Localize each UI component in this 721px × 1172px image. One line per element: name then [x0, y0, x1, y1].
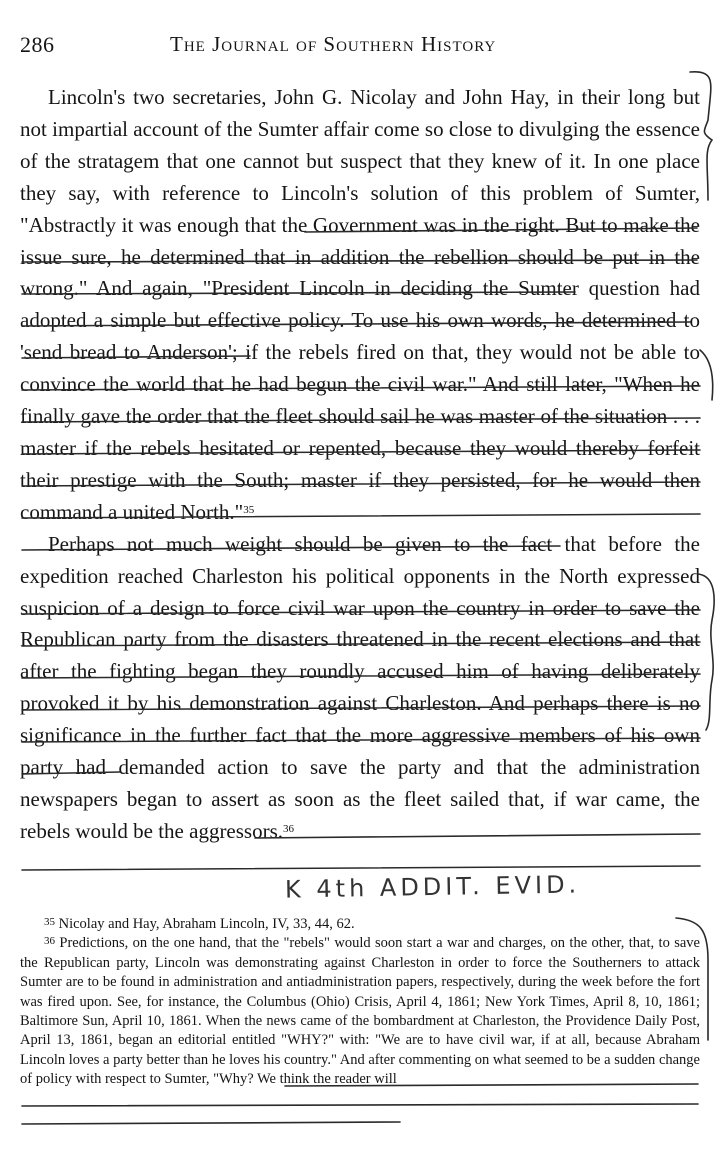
paragraph-2 — [20, 529, 700, 848]
page-header — [20, 32, 701, 62]
page-number: 286 — [20, 32, 55, 57]
footnotes — [20, 915, 700, 1090]
paragraph-1-text: Lincoln's two secretaries, John G. Nicolay and John Hay, in their long but not impartial account of the Sumter affair come so close to divulging the essence of the stratagem that one cannot but suspect that they knew of it. In one place they say, with reference to Lincoln's solution of this problem of Sumter, "Abstractly it was enough that the Government was in the right. But to make the issue sure, he determined that in addition the rebellion should be put in the wrong." And again, "President Lincoln in deciding the Sumter question had adopted a simple but effective policy. To use his own words, he determined to 'send bread to Anderson'; if the rebels fired on that, they would not be able to convince the world that he had begun the civil war." And still later, "When he finally gave the order that the fleet should sail he was master of the situation . . . master if the rebels hesitated or repented, because they would thereby forfeit their prestige with the South; master if they persisted, for he would then command a united North." — [20, 85, 700, 524]
footnote-35 — [20, 915, 700, 934]
underline — [22, 866, 700, 870]
running-title: The Journal of Southern History — [170, 32, 497, 56]
footnote-35-number: 35 — [44, 916, 55, 928]
handwritten-annotation: K 4th ADDIT. EVID. — [284, 870, 581, 904]
footnote-36-text: Predictions, on the one hand, that the "rebels" would soon start a war and charges, on the other, that, to save the Republican party, Lincoln was demonstrating against Charleston in order to force the Southerners to attack Sumter are to be found in administration and antiadministration papers, respectively, during the week before the fort was fired upon. See, for instance, the Columbus (Ohio) Crisis, April 4, 1861; New York Times, April 8, 10, 1861; Baltimore Sun, April 10, 1861. When the news came of the bombardment at Charleston, the Providence Daily Post, April 13, 1861, began an editorial entitled "WHY?" with: "We are to have civil war, if at all, because Abraham Lincoln loves a party better than he loves his country." And after commenting on what seemed to be a sudden change of policy with respect to Sumter, "Why? We think the reader will — [20, 935, 700, 1088]
footnote-ref-36: 36 — [283, 822, 295, 835]
paragraph-2-text: Perhaps not much weight should be given to the fact that before the expedition reached Charleston his political opponents in the North expressed suspicion of a design to force civil war upon the country in order to save the Republican party from the disasters threatened in the recent elections and that after the fighting began they roundly accused him of having deliberately provoked it by his demonstration against Charleston. And perhaps there is no significance in the further fact that the more aggressive members of his own party had demanded action to save the party and that the administration newspapers began to assert as soon as the fleet sailed that, if war came, the rebels would be the aggressors. — [20, 531, 700, 843]
margin-bracket-2 — [700, 350, 713, 400]
footnote-35-text: Nicolay and Hay, Abraham Lincoln, IV, 33, 44, 62. — [58, 916, 355, 932]
footnote-ref-35: 35 — [243, 503, 255, 516]
footnote-36 — [20, 934, 700, 1089]
underline — [22, 1122, 400, 1124]
margin-bracket-3 — [698, 574, 714, 730]
footnote-36-number: 36 — [44, 935, 55, 948]
paragraph-1 — [20, 82, 700, 529]
body-text — [20, 82, 700, 848]
underline — [22, 1104, 698, 1106]
